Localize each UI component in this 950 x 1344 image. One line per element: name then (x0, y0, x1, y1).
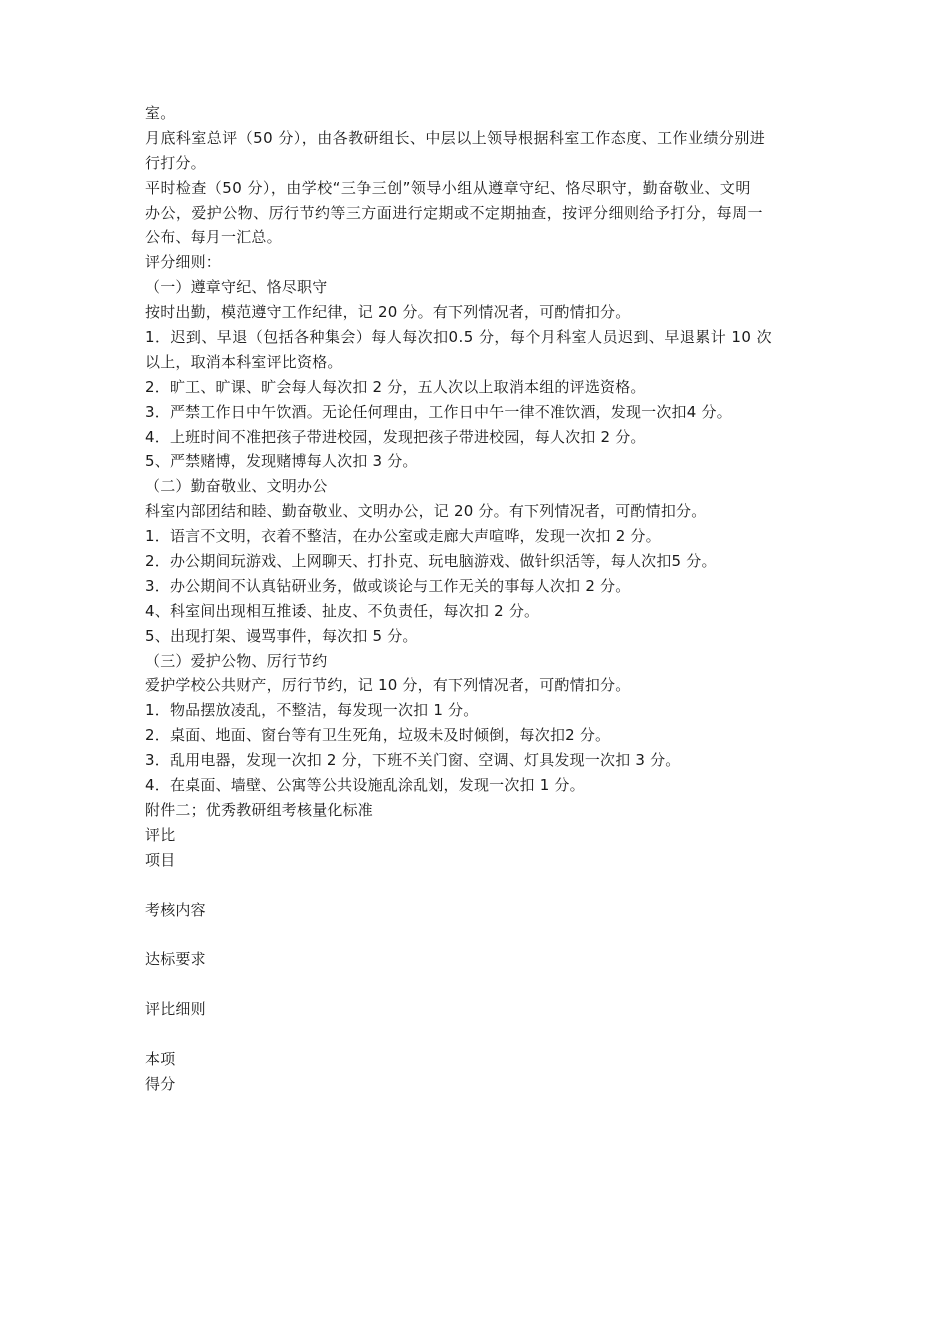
table-header-item-score: 本项 (145, 1049, 176, 1068)
table-header-evaluation-item: 项目 (145, 850, 176, 869)
list-item: 4、科室间出现相互推诿、扯皮、不负责任，每次扣 2 分。 (145, 601, 540, 620)
list-item-continuation: 以上，取消本科室评比资格。 (145, 352, 343, 371)
text-line: 平时检查（50 分），由学校“三争三创”领导小组从遵章守纪、恪尽职守，勤奋敬业、文明 (145, 178, 751, 197)
list-item: 2．办公期间玩游戏、上网聊天、打扑克、玩电脑游戏、做针织活等，每人次扣5 分。 (145, 552, 717, 571)
text-line: 科室内部团结和睦、勤奋敬业、文明办公，记 20 分。有下列情况者，可酌情扣分。 (145, 502, 707, 521)
list-item: 1．物品摆放凌乱，不整洁，每发现一次扣 1 分。 (145, 701, 479, 720)
list-item: 2．桌面、地面、窗台等有卫生死角，垃圾未及时倾倒，每次扣2 分。 (145, 726, 611, 745)
section-heading: （二）勤奋敬业、文明办公 (145, 477, 328, 496)
table-headers (145, 823, 815, 1097)
text-line: 办公，爱护公物、厉行节约等三方面进行定期或不定期抽查，按评分细则给予打分，每周一 (145, 203, 764, 222)
list-item: 5、严禁赌博，发现赌博每人次扣 3 分。 (145, 452, 418, 471)
list-item: 3．办公期间不认真钻研业务，做或谈论与工作无关的事每人次扣 2 分。 (145, 576, 631, 595)
text-line: 按时出勤，模范遵守工作纪律，记 20 分。有下列情况者，可酌情扣分。 (145, 303, 631, 322)
table-header-assessment-content: 考核内容 (145, 900, 206, 919)
document-body (145, 101, 815, 1097)
table-header-standard-requirements: 达标要求 (145, 950, 206, 969)
list-item: 1．迟到、早退（包括各种集会）每人每次扣0.5 分，每个月科室人员迟到、早退累计 10 次 (145, 328, 773, 347)
table-header-item-score: 得分 (145, 1074, 176, 1093)
section-heading: 评分细则： (145, 253, 222, 272)
text-line: 公布、每月一汇总。 (145, 228, 282, 247)
list-item: 3．乱用电器，发现一次扣 2 分，下班不关门窗、空调、灯具发现一次扣 3 分。 (145, 751, 681, 770)
list-item: 5、出现打架、谩骂事件，每次扣 5 分。 (145, 626, 418, 645)
table-header-evaluation-item: 评比 (145, 825, 176, 844)
section-heading: （一）遵章守纪、恪尽职守 (145, 278, 328, 297)
table-header-evaluation-rules: 评比细则 (145, 1000, 206, 1019)
list-item: 4．上班时间不准把孩子带进校园，发现把孩子带进校园，每人次扣 2 分。 (145, 427, 646, 446)
list-item: 1．语言不文明，衣着不整洁，在办公室或走廊大声喧哗，发现一次扣 2 分。 (145, 527, 661, 546)
text-line: 行打分。 (145, 153, 206, 172)
list-item: 4．在桌面、墙壁、公寓等公共设施乱涂乱划，发现一次扣 1 分。 (145, 776, 585, 795)
text-line: 爱护学校公共财产，厉行节约，记 10 分，有下列情况者，可酌情扣分。 (145, 676, 631, 695)
appendix-title: 附件二；优秀教研组考核量化标准 (145, 800, 374, 819)
section-heading: （三）爱护公物、厉行节约 (145, 651, 328, 670)
list-item: 3．严禁工作日中午饮酒。无论任何理由，工作日中午一律不准饮酒，发现一次扣4 分。 (145, 402, 732, 421)
list-item: 2．旷工、旷课、旷会每人每次扣 2 分，五人次以上取消本组的评选资格。 (145, 377, 646, 396)
text-line: 室。 (145, 104, 176, 122)
text-line: 月底科室总评（50 分），由各教研组长、中层以上领导根据科室工作态度、工作业绩分别进 (145, 128, 766, 147)
